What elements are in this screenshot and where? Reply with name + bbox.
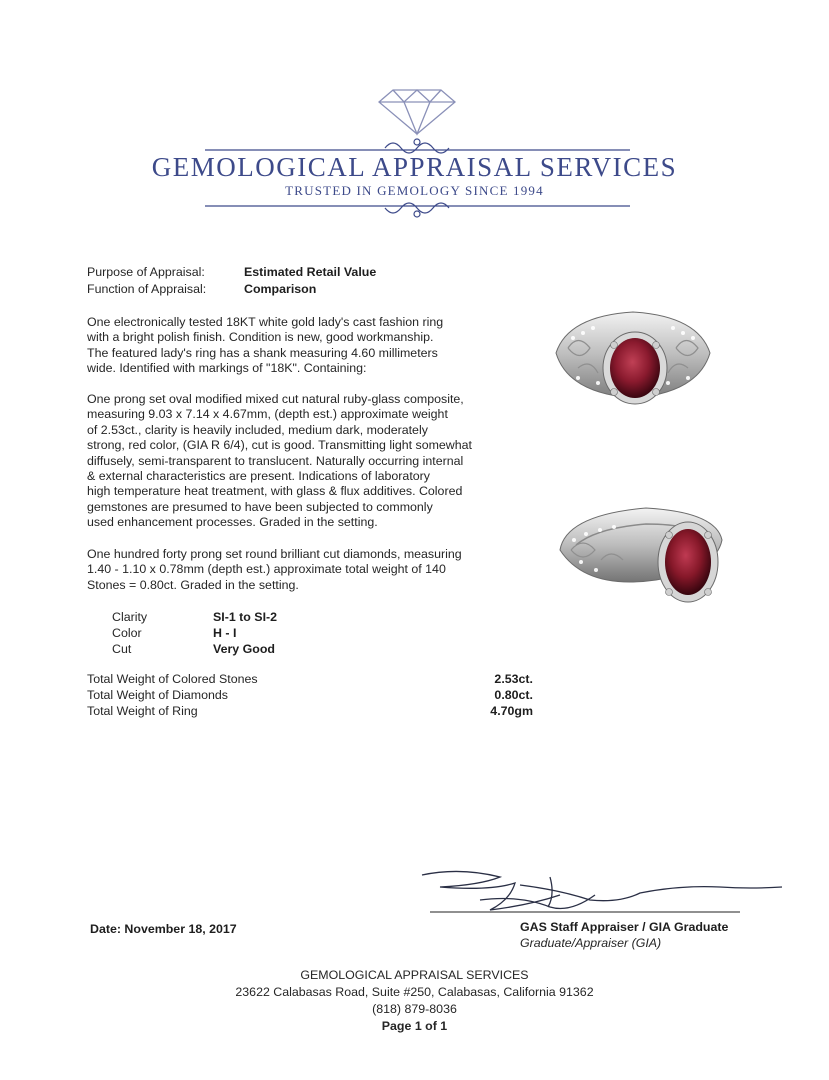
stone-line: & external characteristics are present. Indications of laboratory: [87, 469, 430, 484]
stone-line: of 2.53ct., clarity is heavily included, medium dark, moderately: [87, 422, 428, 437]
company-name: GEMOLOGICAL APPRAISAL SERVICES: [151, 152, 678, 182]
ring-photo-top: [548, 298, 718, 428]
description-line: One electronically tested 18KT white gold lady's cast fashion ring: [87, 315, 444, 329]
stone-line: diffusely, semi-transparent to translucent. Naturally occurring internal: [87, 453, 464, 468]
appraiser-subtitle: Graduate/Appraiser (GIA): [520, 936, 662, 950]
ring-photo-angle: [556, 500, 726, 620]
total-colored-value: 2.53ct.: [494, 672, 533, 686]
diamond-line: 1.40 - 1.10 x 0.78mm (depth est.) approximate total weight of 140: [87, 562, 446, 577]
top-ornament-icon: [205, 139, 630, 153]
appraiser-signature: [420, 865, 790, 920]
stone-line: high temperature heat treatment, with glass & flux additives. Colored: [87, 484, 463, 499]
stone-line: used enhancement processes. Graded in the setting.: [87, 515, 378, 530]
appraiser-title: GAS Staff Appraiser / GIA Graduate: [520, 920, 729, 934]
appraisal-date: Date: November 18, 2017: [90, 922, 237, 936]
bottom-ornament-icon: [205, 203, 630, 217]
company-tagline: TRUSTED IN GEMOLOGY SINCE 1994: [285, 183, 544, 198]
diamond-description: [87, 547, 527, 593]
footer-address: 23622 Calabasas Road, Suite #250, Calabasas, California 91362: [235, 985, 594, 999]
purpose-label: Purpose of Appraisal:: [87, 265, 205, 279]
grade-cut-label: Cut: [112, 642, 132, 656]
description-line: The featured lady's ring has a shank measuring 4.60 millimeters: [87, 345, 438, 360]
total-diamonds-value: 0.80ct.: [494, 688, 533, 702]
diamond-logo-icon: [379, 90, 455, 134]
total-ring-label: Total Weight of Ring: [87, 704, 198, 718]
footer-phone: (818) 879-8036: [372, 1002, 457, 1016]
diamond-line: One hundred forty prong set round brilliant cut diamonds, measuring: [87, 547, 462, 561]
function-value: Comparison: [244, 282, 317, 296]
stone-line: One prong set oval modified mixed cut natural ruby-glass composite,: [87, 392, 464, 406]
ring-description: [87, 315, 527, 377]
footer-company: GEMOLOGICAL APPRAISAL SERVICES: [300, 968, 529, 982]
grade-color-label: Color: [112, 626, 142, 640]
purpose-value: Estimated Retail Value: [244, 265, 377, 279]
description-line: with a bright polish finish. Condition is new, good workmanship.: [87, 330, 434, 345]
grade-color-value: H - I: [213, 626, 237, 640]
total-colored-label: Total Weight of Colored Stones: [87, 672, 258, 686]
stone-description: [87, 392, 527, 531]
footer-page: Page 1 of 1: [381, 1019, 448, 1033]
function-label: Function of Appraisal:: [87, 282, 207, 296]
grade-clarity-label: Clarity: [112, 610, 148, 624]
grade-clarity-value: SI-1 to SI-2: [213, 610, 278, 624]
grade-cut-value: Very Good: [213, 642, 275, 656]
diamond-line: Stones = 0.80ct. Graded in the setting.: [87, 577, 299, 592]
total-diamonds-label: Total Weight of Diamonds: [87, 688, 228, 702]
description-line: wide. Identified with markings of "18K". Containing:: [87, 361, 367, 376]
total-ring-value: 4.70gm: [490, 704, 533, 718]
stone-line: gemstones are presumed to have been subjected to commonly: [87, 499, 433, 514]
stone-line: measuring 9.03 x 7.14 x 4.67mm, (depth est.) approximate weight: [87, 407, 448, 422]
stone-line: strong, red color, (GIA R 6/4), cut is good. Transmitting light somewhat: [87, 438, 472, 453]
